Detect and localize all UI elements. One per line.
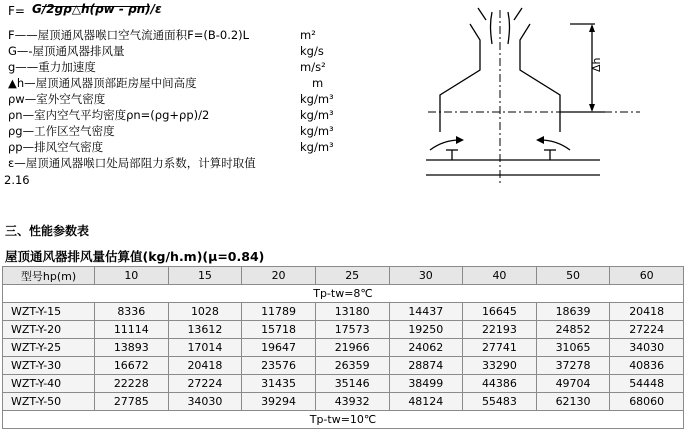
table-row xyxy=(3,393,684,411)
unit-rho-p: kg/m³ xyxy=(300,140,334,154)
ventilator-right-wall xyxy=(520,24,560,132)
definition-dh: ▲h—屋顶通风器顶部距房屋中间高度 xyxy=(8,76,197,90)
row-value: 24852 xyxy=(536,321,610,339)
row-value: 44386 xyxy=(463,375,537,393)
exhaust-arrow-right xyxy=(508,12,510,44)
row-value: 26359 xyxy=(315,357,389,375)
definition-rho-w: ρw—室外空气密度 xyxy=(8,92,106,106)
dim-label: Δh xyxy=(590,57,603,72)
definition-rho-p: ρp—排风空气密度 xyxy=(8,140,104,154)
ventilator-diagram xyxy=(420,0,680,200)
row-value: 20418 xyxy=(610,303,684,321)
table-row xyxy=(3,303,684,321)
inflow-arrow-right xyxy=(540,140,570,150)
definition-gravity: g——重力加速度 xyxy=(8,60,96,74)
header-col: 20 xyxy=(242,267,316,285)
definition-g: G—-屋顶通风器排风量 xyxy=(8,44,125,58)
header-col: 10 xyxy=(95,267,169,285)
row-value: 16672 xyxy=(95,357,169,375)
definition-f: F——屋顶通风器喉口空气流通面积F=(B-0.2)L xyxy=(8,28,250,42)
row-value: 11114 xyxy=(95,321,169,339)
row-value: 19250 xyxy=(389,321,463,339)
row-value: 34030 xyxy=(168,393,242,411)
row-value: 17014 xyxy=(168,339,242,357)
table-row xyxy=(3,339,684,357)
header-col: 50 xyxy=(536,267,610,285)
row-value: 34030 xyxy=(610,339,684,357)
table-row xyxy=(3,357,684,375)
band-label: Tp-tw=8℃ xyxy=(3,285,684,303)
row-model: WZT-Y-30 xyxy=(3,357,95,375)
unit-rho-n: kg/m³ xyxy=(300,108,334,122)
row-value: 22193 xyxy=(463,321,537,339)
table-row xyxy=(3,375,684,393)
row-value: 27224 xyxy=(610,321,684,339)
row-value: 20418 xyxy=(168,357,242,375)
unit-gravity: m/s² xyxy=(300,60,326,74)
row-value: 27224 xyxy=(168,375,242,393)
inflow-arrow-left xyxy=(430,140,460,150)
unit-f: m² xyxy=(300,28,316,42)
band-row-8 xyxy=(3,285,684,303)
row-value: 24062 xyxy=(389,339,463,357)
row-value: 33290 xyxy=(463,357,537,375)
row-value: 48124 xyxy=(389,393,463,411)
baffle-right xyxy=(514,8,522,20)
header-col: 30 xyxy=(389,267,463,285)
row-value: 13893 xyxy=(95,339,169,357)
row-value: 13180 xyxy=(315,303,389,321)
row-value: 27741 xyxy=(463,339,537,357)
row-value: 19647 xyxy=(242,339,316,357)
unit-dh: m xyxy=(312,76,324,90)
row-value: 22228 xyxy=(95,375,169,393)
formula-expression: G/2gρ△h(ρw - ρn)/ε xyxy=(32,2,162,16)
row-model: WZT-Y-40 xyxy=(3,375,95,393)
row-value: 31065 xyxy=(536,339,610,357)
row-value: 38499 xyxy=(389,375,463,393)
row-value: 31435 xyxy=(242,375,316,393)
table-row xyxy=(3,321,684,339)
row-value: 13612 xyxy=(168,321,242,339)
table-header-row xyxy=(3,267,684,285)
performance-table xyxy=(2,266,684,429)
row-value: 39294 xyxy=(242,393,316,411)
row-model: WZT-Y-20 xyxy=(3,321,95,339)
header-col: 40 xyxy=(463,267,537,285)
band-row-10 xyxy=(3,411,684,429)
unit-rho-w: kg/m³ xyxy=(300,92,334,106)
header-col: 25 xyxy=(315,267,389,285)
exhaust-arrow-left xyxy=(491,12,493,44)
row-value: 23576 xyxy=(242,357,316,375)
row-model: WZT-Y-15 xyxy=(3,303,95,321)
row-value: 8336 xyxy=(95,303,169,321)
row-value: 28874 xyxy=(389,357,463,375)
row-value: 55483 xyxy=(463,393,537,411)
row-value: 68060 xyxy=(610,393,684,411)
table-title: 屋顶通风器排风量估算值(kg/h.m)(μ=0.84) xyxy=(5,249,265,264)
row-model: WZT-Y-25 xyxy=(3,339,95,357)
row-value: 43932 xyxy=(315,393,389,411)
row-model: WZT-Y-50 xyxy=(3,393,95,411)
section-title: 三、性能参数表 xyxy=(5,224,90,238)
row-value: 27785 xyxy=(95,393,169,411)
baffle-left xyxy=(478,8,486,20)
row-value: 16645 xyxy=(463,303,537,321)
definition-rho-n: ρn—室内空气平均密度ρn=(ρg+ρp)/2 xyxy=(8,108,210,122)
unit-rho-g: kg/m³ xyxy=(300,124,334,138)
row-value: 18639 xyxy=(536,303,610,321)
unit-g: kg/s xyxy=(300,44,324,58)
row-value: 37278 xyxy=(536,357,610,375)
header-col: 15 xyxy=(168,267,242,285)
row-value: 21966 xyxy=(315,339,389,357)
header-model: 型号hp(m) xyxy=(3,267,95,285)
row-value: 11789 xyxy=(242,303,316,321)
row-value: 62130 xyxy=(536,393,610,411)
formula-lhs: F= xyxy=(8,4,25,18)
definition-epsilon: ε—屋顶通风器喉口处局部阻力系数，计算时取值 xyxy=(8,156,256,170)
definition-rho-g: ρg—工作区空气密度 xyxy=(8,124,115,138)
row-value: 17573 xyxy=(315,321,389,339)
row-value: 54448 xyxy=(610,375,684,393)
row-value: 15718 xyxy=(242,321,316,339)
row-value: 14437 xyxy=(389,303,463,321)
epsilon-value: 2.16 xyxy=(4,173,30,187)
row-value: 49704 xyxy=(536,375,610,393)
ventilator-left-wall xyxy=(440,24,480,132)
row-value: 40836 xyxy=(610,357,684,375)
row-value: 1028 xyxy=(168,303,242,321)
row-value: 35146 xyxy=(315,375,389,393)
header-col: 60 xyxy=(610,267,684,285)
band-label: Tp-tw=10℃ xyxy=(3,411,684,429)
